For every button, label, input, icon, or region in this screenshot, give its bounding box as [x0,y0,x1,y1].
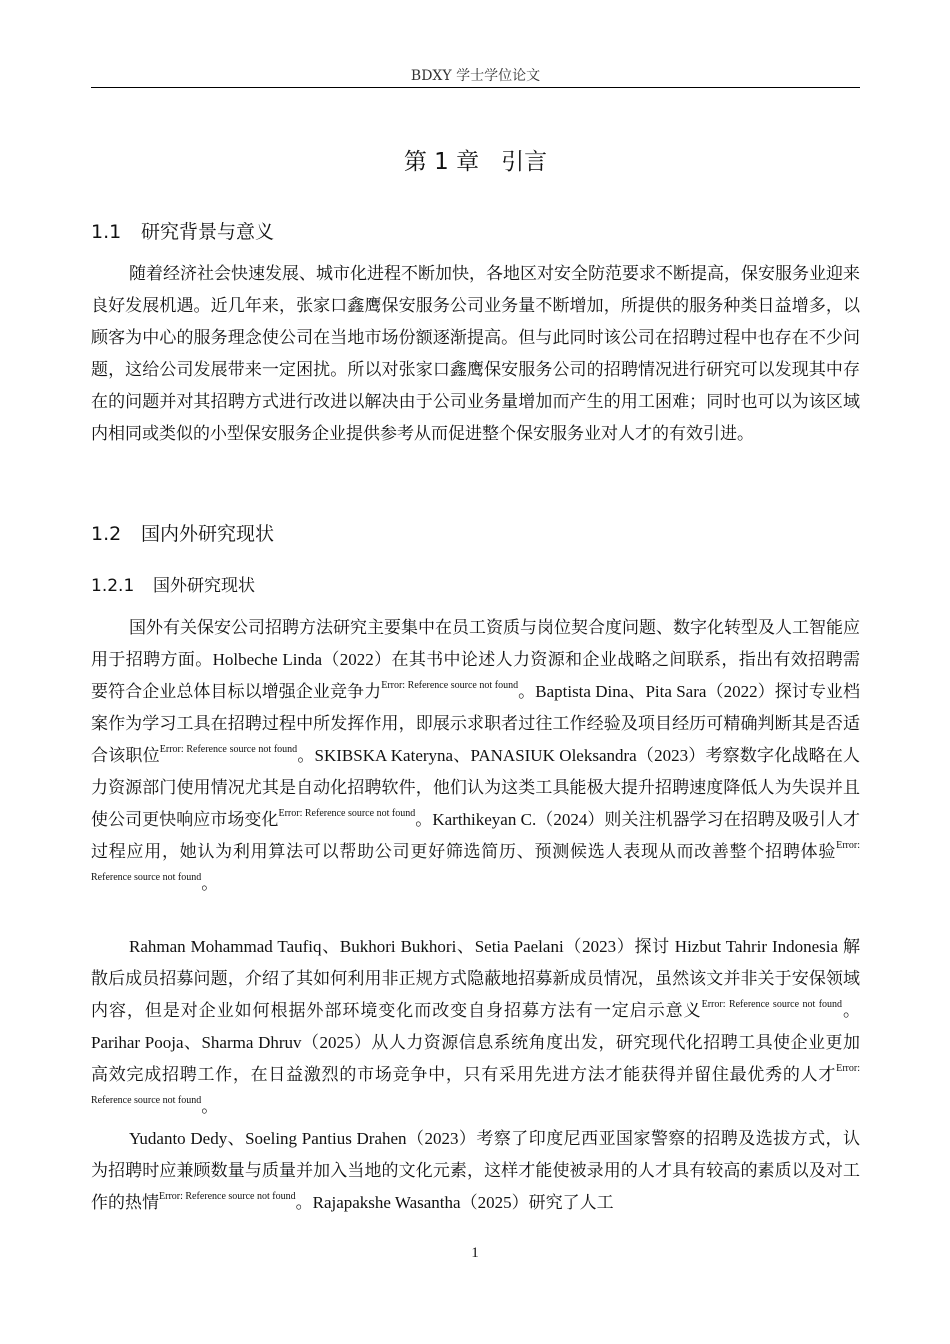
paragraph-background: 随着经济社会快速发展、城市化进程不断加快，各地区对安全防范要求不断提高，保安服务业迎来良好发展机遇。近几年来，张家口鑫鹰保安服务公司业务量不断增加，所提供的服务种类日益增多，以顾客为中心的服务理念使公司在当地市场份额逐渐提高。但与此同时该公司在招聘过程中也存在不少问题，这给公司发展带来一定困扰。所以对张家口鑫鹰保安服务公司的招聘情况进行研究可以发现其中存在的问题并对其招聘方式进行改进以解决由于公司业务量增加而产生的用工困难；同时也可以为该区域内相同或类似的小型保安服务企业提供参考从而促进整个保安服务业对人才的有效引进。 [91,264,860,444]
reference-error: Error: Reference source not found [91,1063,860,1106]
chapter-title [91,146,860,178]
section-title: 国内外研究现状 [141,523,275,545]
section-heading-1-1 [91,218,274,246]
section-title: 研究背景与意义 [141,221,275,243]
text-run: Rahman Mohammad Taufiq、Bukhori Bukhori、Setia Paelani（2023）探讨 Hizbut Tahrir Indonesia 解散后成员招募问题，介绍了其如何利用非正规方式隐蔽地招募新成员情况，虽然该文并非关于安保领域内容，但是对企业如何根据外部环境变化而改变自身招募方法有一定启示意义 [91,937,860,1020]
section-number: 1.1 [91,221,122,243]
page-header: BDXY 学士学位论文 [91,66,860,88]
text-run: Holbeche Linda（2022）在其书中论述人力资源和企业战略之间联系，指出有效招聘需要符合企业总体目标以增强企业竞争力 [91,650,860,701]
text-run: 。Rajapakshe Wasantha（2025）研究了人工 [295,1193,614,1212]
text-run: 。 [201,874,219,894]
subsection-number: 1.2.1 [91,576,135,596]
chapter-number: 第 1 章 [403,149,480,175]
text-run: 。 [201,1097,219,1117]
text-run: 。Baptista Dina、Pita Sara（2022）探讨专业档案作为学习工具在招聘过程中所发挥作用，即展示求职者过往工作经验及项目经历可精确判断其是否适合该职位 [91,682,860,765]
text-run: 。Parihar Pooja、Sharma Dhruv（2025）从人力资源信息系统角度出发，研究现代化招聘工具使企业更加高效完成招聘工作，在日益激烈的市场竞争中，只有采用先进方法才能获得并留住最优秀的人才 [91,1001,861,1084]
text-run: 。Karthikeyan C.（2024）则关注机器学习在招聘及吸引人才过程应用，她认为利用算法可以帮助公司更好筛选简历、预测候选人表现从而改善整个招聘体验 [91,810,861,861]
reference-error: Error: Reference source not found [91,840,860,883]
paragraph-foreign-research-3 [91,1123,860,1219]
text-run: 国外有关保安公司招聘方法研究主要集中在员工资质与岗位契合度问题、数字化转型及人工智能应用于招聘方面。 [91,618,860,670]
subsection-title: 国外研究现状 [153,576,255,596]
text-run: Yudanto Dedy、Soeling Pantius Drahen（2023）考察了印度尼西亚国家警察的招聘及选拔方式，认为招聘时应兼顾数量与质量并加入当地的文化元素，这样才能使被录用的人才具有较高的素质以及对工作的热情 [91,1129,860,1212]
reference-error: Error: Reference source not found [278,808,416,819]
chapter-name: 引言 [501,149,548,175]
section-heading-1-2 [91,520,274,548]
subsection-heading-1-2-1 [91,573,255,599]
reference-error: Error: Reference source not found [381,680,519,691]
paragraph-foreign-research-2 [91,931,860,1123]
reference-error: Error: Reference source not found [701,999,843,1010]
section-number: 1.2 [91,523,122,545]
page-number: 1 [471,1245,479,1261]
reference-error: Error: Reference source not found [159,1191,296,1202]
paragraph-foreign-research-1 [91,612,860,900]
reference-error: Error: Reference source not found [159,744,298,755]
text-run: 。SKIBSKA Kateryna、PANASIUK Oleksandra（2023）考察数字化战略在人力资源部门使用情况尤其是自动化招聘软件，他们认为这类工具能极大提升招聘速度降低人为失误并且使公司更快响应市场变化 [91,746,861,829]
